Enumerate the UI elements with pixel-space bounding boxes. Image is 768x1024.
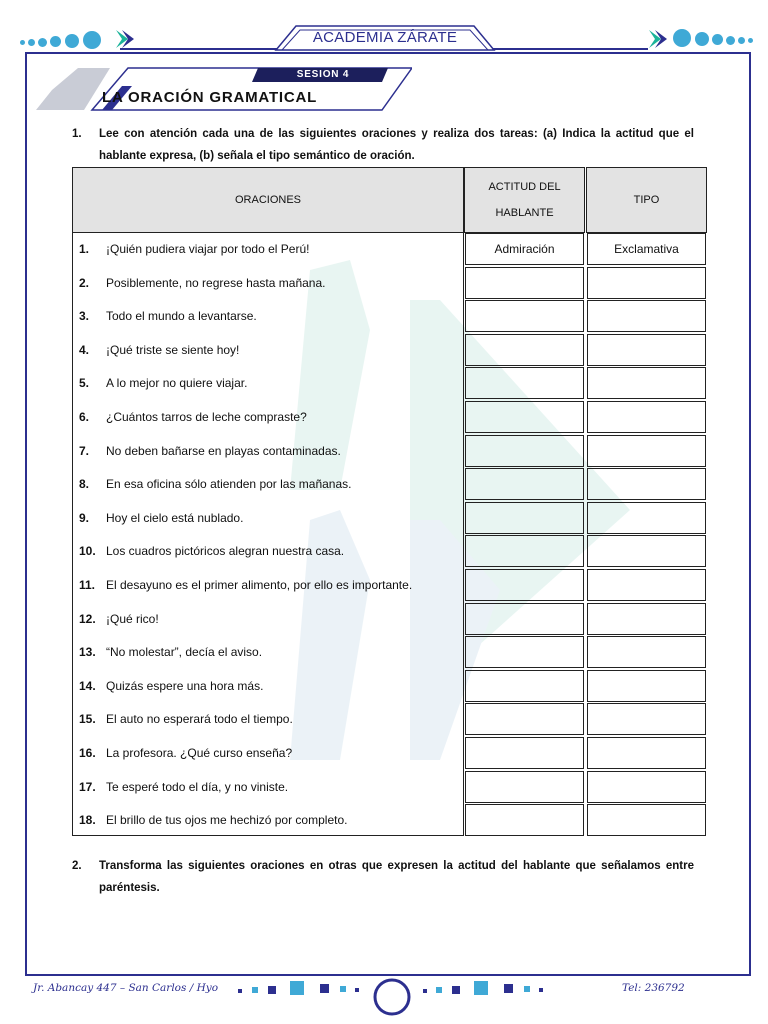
row-number: 5. — [79, 376, 90, 391]
tipo-cell[interactable] — [587, 367, 706, 399]
actitud-cell[interactable] — [465, 804, 584, 836]
question-2-text: Transforma las siguientes oraciones en otras que expresen la actitud del hablante que señalamos entre paréntesis. — [99, 860, 694, 894]
brand-title: ACADEMIA ZÁRATE — [312, 29, 458, 46]
tipo-cell[interactable] — [587, 737, 706, 769]
table-row — [79, 813, 347, 827]
tipo-cell[interactable] — [587, 267, 706, 299]
actitud-cell[interactable] — [465, 334, 584, 366]
header-oraciones: ORACIONES — [72, 167, 464, 233]
table-row — [79, 343, 239, 357]
tipo-cell[interactable] — [587, 603, 706, 635]
table-row — [79, 679, 263, 693]
row-number: 4. — [79, 342, 90, 357]
row-sentence: Posiblemente, no regrese hasta mañana. — [106, 275, 326, 290]
table-row — [79, 477, 352, 491]
tipo-cell[interactable] — [587, 569, 706, 601]
row-number: 6. — [79, 410, 90, 424]
actitud-cell[interactable] — [465, 502, 584, 534]
table-row — [79, 612, 159, 626]
brand-arrow-icon-left — [112, 26, 136, 52]
question-2-number: 2. — [72, 860, 82, 872]
brand-arrow-icon-right — [645, 26, 669, 52]
actitud-cell[interactable] — [465, 703, 584, 735]
tipo-cell[interactable] — [587, 300, 706, 332]
actitud-cell[interactable]: Admiración — [465, 233, 584, 265]
table-row — [79, 376, 247, 390]
tipo-cell[interactable] — [587, 771, 706, 803]
row-number: 1. — [79, 242, 90, 256]
tipo-cell[interactable] — [587, 670, 706, 702]
tipo-cell[interactable] — [587, 502, 706, 534]
session-tag: SESION 4 — [296, 69, 350, 80]
row-sentence: Quizás espere una hora más. — [106, 678, 264, 693]
row-sentence: Los cuadros pictóricos alegran nuestra casa. — [106, 544, 345, 559]
table-row — [79, 309, 257, 323]
row-sentence: Hoy el cielo está nublado. — [106, 510, 244, 525]
session-title: LA ORACIÓN GRAMATICAL — [102, 89, 318, 106]
actitud-cell[interactable] — [465, 636, 584, 668]
row-number: 3. — [79, 309, 90, 324]
table-row — [79, 544, 344, 558]
actitud-cell[interactable] — [465, 435, 584, 467]
row-sentence: No deben bañarse en playas contaminadas. — [106, 443, 341, 458]
table-row — [79, 645, 262, 659]
row-number: 2. — [79, 275, 90, 290]
row-number: 12. — [79, 611, 96, 626]
table-row — [79, 242, 309, 256]
row-sentence: ¡Quién pudiera viajar por todo el Perú! — [106, 242, 310, 256]
actitud-cell[interactable] — [465, 569, 584, 601]
header-actitud: ACTITUD DEL HABLANTE — [464, 167, 585, 233]
actitud-cell[interactable] — [465, 771, 584, 803]
row-sentence: A lo mejor no quiere viajar. — [106, 376, 248, 391]
table-row — [79, 444, 341, 458]
row-sentence: ¡Qué rico! — [106, 611, 159, 626]
row-sentence: El brillo de tus ojos me hechizó por completo. — [106, 813, 348, 828]
question-1 — [72, 123, 694, 167]
tipo-cell[interactable] — [587, 435, 706, 467]
tipo-cell[interactable] — [587, 401, 706, 433]
row-number: 8. — [79, 477, 90, 492]
table-row — [79, 578, 412, 592]
row-sentence: Te esperé todo el día, y no viniste. — [106, 779, 289, 794]
row-number: 10. — [79, 544, 96, 559]
footer-phone: Tel: 236792 — [622, 982, 685, 994]
tipo-cell[interactable] — [587, 334, 706, 366]
table-row — [79, 410, 307, 424]
row-sentence: En esa oficina sólo atienden por las mañanas. — [106, 477, 352, 492]
row-sentence: La profesora. ¿Qué curso enseña? — [106, 746, 293, 760]
row-sentence: ¡Qué triste se siente hoy! — [106, 342, 240, 357]
actitud-cell[interactable] — [465, 603, 584, 635]
actitud-cell[interactable] — [465, 267, 584, 299]
actitud-cell[interactable] — [465, 401, 584, 433]
row-sentence: El auto no esperará todo el tiempo. — [106, 712, 293, 727]
row-number: 17. — [79, 779, 96, 794]
actitud-cell[interactable] — [465, 535, 584, 567]
table-row — [79, 276, 325, 290]
footer-decoration — [230, 975, 610, 1020]
footer-address: Jr. Abancay 447 – San Carlos / Hyo — [33, 982, 219, 994]
actitud-cell[interactable] — [465, 737, 584, 769]
tipo-cell[interactable]: Exclamativa — [587, 233, 706, 265]
row-sentence: ¿Cuántos tarros de leche compraste? — [106, 410, 307, 424]
table-row — [79, 780, 288, 794]
row-number: 18. — [79, 813, 96, 828]
row-number: 16. — [79, 746, 96, 760]
row-number: 11. — [79, 578, 96, 592]
actitud-cell[interactable] — [465, 468, 584, 500]
table-row — [79, 746, 292, 760]
question-2 — [72, 855, 694, 899]
tipo-cell[interactable] — [587, 804, 706, 836]
actitud-cell[interactable] — [465, 300, 584, 332]
tipo-cell[interactable] — [587, 468, 706, 500]
table-row — [79, 511, 243, 525]
row-number: 15. — [79, 712, 96, 727]
row-number: 13. — [79, 645, 96, 660]
row-number: 7. — [79, 443, 90, 458]
header-tipo: TIPO — [586, 167, 707, 233]
actitud-cell[interactable] — [465, 367, 584, 399]
question-1-text: Lee con atención cada una de las siguientes oraciones y realiza dos tareas: (a) Indica la actitud que el hablante expresa, (b) señala el tipo semántico de oración. — [99, 128, 694, 162]
row-sentence: “No molestar”, decía el aviso. — [106, 645, 263, 660]
table-row — [79, 712, 293, 726]
row-number: 14. — [79, 678, 96, 693]
row-sentence: Todo el mundo a levantarse. — [106, 309, 257, 324]
row-sentence: El desayuno es el primer alimento, por ello es importante. — [106, 578, 413, 592]
tipo-cell[interactable] — [587, 636, 706, 668]
tipo-cell[interactable] — [587, 703, 706, 735]
actitud-cell[interactable] — [465, 670, 584, 702]
brand-banner — [274, 24, 496, 52]
row-number: 9. — [79, 510, 90, 525]
tipo-cell[interactable] — [587, 535, 706, 567]
question-1-number: 1. — [72, 128, 82, 140]
